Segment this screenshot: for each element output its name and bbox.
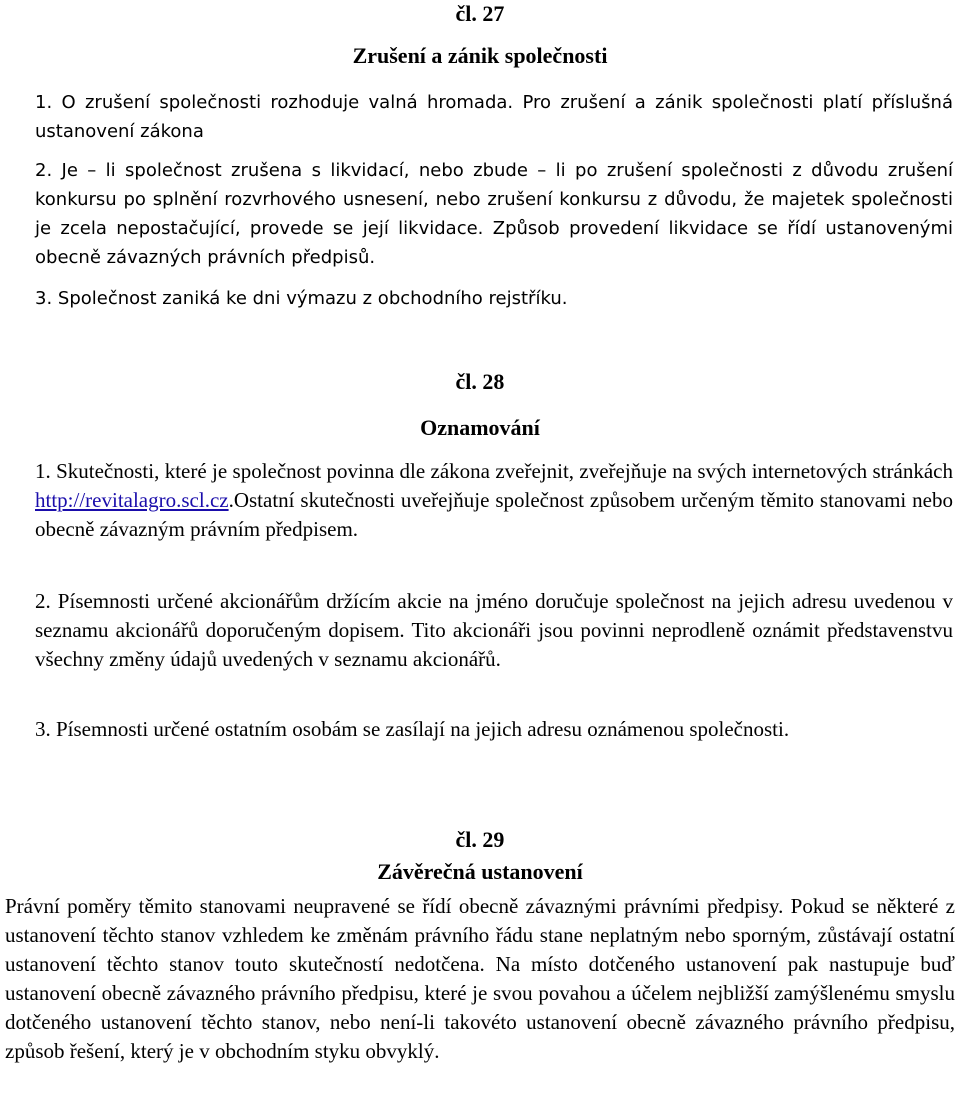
- article-29-paragraph-1: Právní poměry těmito stanovami neupravené se řídí obecně závaznými právními předpisy. Pokud se některé z ustanovení těchto stanov vzhledem ke změnám právního řádu stane neplatným nebo sporným, zůstávají ostatní ustanovení těchto stanov touto skutečností nedotčena. Na místo dotčeného ustanovení pak nastupuje buď ustanovení obecně závazného právního předpisu, které je svou povahou a účelem nejbližší zamýšlenému smyslu dotčeného ustanovení těchto stanov, nebo není-li takovéto ustanovení obecně závazného právního předpisu, způsob řešení, který je v obchodním styku obvyklý.: [5, 894, 955, 1063]
- article-27-paragraph-2: 2. Je – li společnost zrušena s likvidací, nebo zbude – li po zrušení společnosti z důvodu zrušení konkursu po splnění rozvrhového usnesení, nebo zrušení konkursu z důvodu, že majetek společnosti je zcela nepostačující, provede se její likvidace. Způsob provedení likvidace se řídí ustanovenými obecně závazných právních předpisů.: [35, 160, 953, 268]
- article-29-title: Závěrečná ustanovení: [377, 859, 583, 884]
- article-29-number: čl. 29: [455, 827, 505, 852]
- article-27-title: Zrušení a zánik společnosti: [352, 43, 608, 68]
- company-website-link[interactable]: http://revitalagro.scl.cz: [35, 488, 229, 512]
- article-27-paragraph-1: 1. O zrušení společnosti rozhoduje valná hromada. Pro zrušení a zánik společnosti platí příslušná ustanovení zákona: [35, 92, 953, 142]
- article-28-paragraph-3: 3. Písemnosti určené ostatním osobám se zasílají na jejich adresu oznámenou společnosti.: [35, 717, 790, 741]
- article-28-paragraph-2: 2. Písemnosti určené akcionářům držícím akcie na jméno doručuje společnost na jejich adresu uvedenou v seznamu akcionářů doporučeným dopisem. Tito akcionáři jsou povinni neprodleně oznámit představenstvu všechny změny údajů uvedených v seznamu akcionářů.: [35, 589, 953, 671]
- article-28-number: čl. 28: [455, 369, 505, 394]
- article-27-paragraph-3: 3. Společnost zaniká ke dni výmazu z obchodního rejstříku.: [35, 288, 568, 309]
- article-28-paragraph-1-text-start: 1. Skutečnosti, které je společnost povinna dle zákona zveřejnit, zveřejňuje na svých internetových stránkách: [35, 459, 953, 483]
- article-28-paragraph-1-text-end: .Ostatní skutečnosti uveřejňuje společnost způsobem určeným těmito stanovami nebo obecně závazným právním předpisem.: [35, 488, 953, 541]
- article-27-number: čl. 27: [455, 1, 505, 26]
- article-28-title: Oznamování: [420, 415, 540, 440]
- article-28-paragraph-1: [35, 457, 953, 544]
